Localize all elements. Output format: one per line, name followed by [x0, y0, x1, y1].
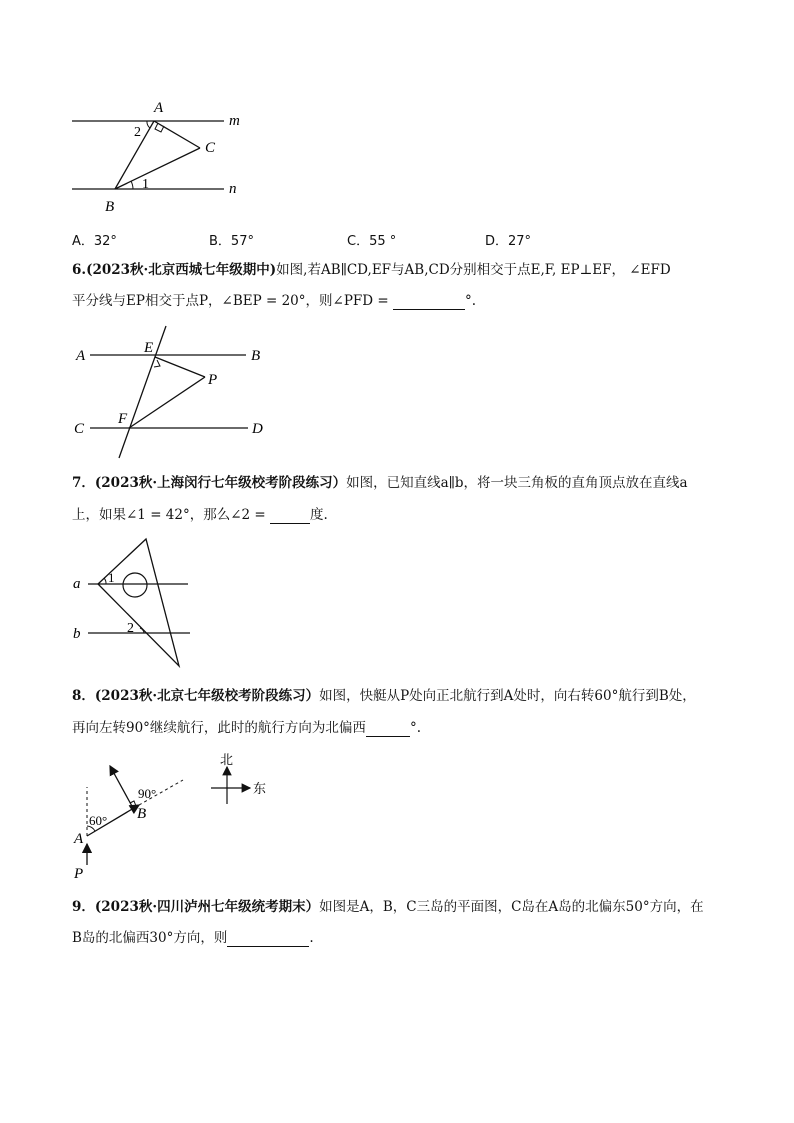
label-a: A	[74, 831, 84, 847]
label-1: 1	[142, 177, 149, 192]
option-d: D．27°	[485, 234, 532, 249]
q7-text-1: 如图，已知直线a∥b，将一块三角板的直角顶点放在直线a	[346, 475, 688, 491]
option-c: C．55 °	[347, 234, 397, 249]
q9-text-1: 如图是A，B，C三岛的平面图，C岛在A岛的北偏东50°方向，在	[319, 899, 704, 915]
q9-line1	[72, 898, 704, 916]
label-60: 60°	[89, 813, 108, 828]
label-90: 90°	[138, 786, 157, 801]
option-b: B．57°	[209, 234, 254, 249]
label-n: n	[229, 181, 237, 197]
q9-number: 9．	[72, 899, 95, 915]
compass-east-label: 东	[253, 781, 267, 796]
q7-source: (2023秋·上海闵行七年级校考阶段练习）	[94, 475, 347, 491]
label-m: m	[229, 113, 240, 129]
label-2: 2	[127, 621, 134, 636]
label-e: E	[144, 340, 154, 356]
label-b: B	[251, 348, 261, 364]
q7-text-2: 上，如果∠1 = 42°，那么∠2 =	[72, 507, 271, 523]
option-a: A．32°	[72, 234, 117, 249]
q6-source: (2023秋·北京西城七年级期中)	[86, 262, 277, 278]
label-a: A	[76, 348, 86, 364]
label-a: A	[154, 100, 164, 116]
label-p: P	[208, 372, 218, 388]
q7-text-3: 度.	[310, 507, 328, 523]
label-1: 1	[108, 570, 115, 585]
q8-source: (2023秋·北京七年级校考阶段练习）	[94, 688, 320, 704]
q8-text-3: °.	[409, 720, 421, 736]
label-b: B	[105, 199, 115, 215]
q9-text-2: B岛的北偏西30°方向，则	[72, 930, 228, 946]
compass-north-label: 北	[220, 752, 234, 767]
label-2: 2	[134, 125, 141, 140]
q6-text-1: 如图,若AB∥CD,EF与AB,CD分别相交于点E,F, EP⊥EF， ∠EFD	[276, 262, 671, 278]
q8-number: 8．	[72, 688, 95, 704]
label-a: a	[73, 576, 81, 592]
q9-text-3: .	[309, 930, 314, 946]
label-p: P	[74, 866, 84, 882]
label-c: C	[205, 140, 216, 156]
q7-number: 7．	[72, 475, 95, 491]
label-b: B	[137, 806, 147, 822]
q6-number: 6.	[72, 262, 87, 278]
q9-line2	[72, 929, 314, 947]
label-b: b	[73, 626, 81, 642]
q8-text-2: 再向左转90°继续航行，此时的航行方向为北偏西	[72, 720, 366, 736]
q9-answer-blank[interactable]	[227, 932, 309, 947]
q8-text-1: 如图，快艇从P处向正北航行到A处时，向右转60°航行到B处，	[319, 688, 696, 704]
q6-text-3: °.	[465, 293, 477, 309]
q6-text-2: 平分线与EP相交于点P，∠BEP = 20°，则∠PFD =	[72, 293, 393, 309]
label-c: C	[74, 421, 85, 437]
label-f: F	[118, 411, 128, 427]
q9-source: (2023秋·四川泸州七年级统考期末）	[94, 899, 320, 915]
path-b-new	[110, 766, 133, 808]
label-d: D	[252, 421, 263, 437]
